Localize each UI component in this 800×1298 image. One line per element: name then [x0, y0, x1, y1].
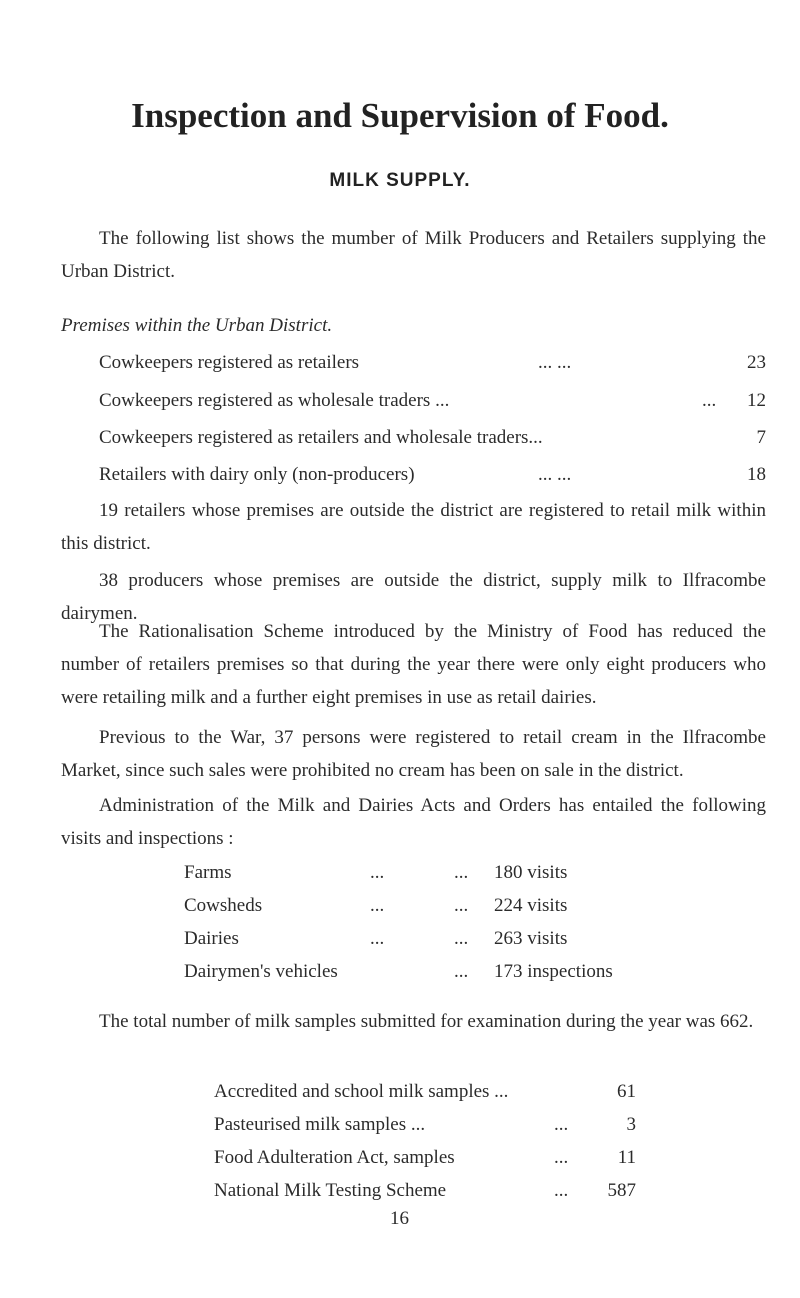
- list-item: [0, 1109, 800, 1141]
- leader-dots: ...: [554, 1114, 569, 1135]
- list-item: [0, 923, 800, 955]
- paragraph-text: 19 retailers whose premises are outside the district are registered to retail milk within this district.: [61, 500, 766, 554]
- samples-intro-paragraph: [61, 1005, 766, 1038]
- list-item: [0, 422, 800, 454]
- premises-heading: Premises within the Urban District.: [61, 315, 333, 336]
- page-number: 16: [390, 1208, 409, 1229]
- list-item: [0, 956, 800, 988]
- page-title: Inspection and Supervision of Food.: [131, 96, 669, 135]
- paragraph: [61, 494, 766, 560]
- leader-dots: ...: [370, 895, 385, 916]
- sample-value: 11: [617, 1147, 636, 1168]
- leader-dots: ...: [554, 1180, 569, 1201]
- paragraph: [61, 615, 766, 714]
- list-item: [0, 459, 800, 491]
- paragraph-text: The Rationalisation Scheme introduced by the Ministry of Food has reduced the number of retailers premises so that during the year there were only eight producers who were retailing milk and a further eight premises in use as retail dairies.: [61, 621, 766, 708]
- paragraph-text: 38 producers whose premises are outside the district, supply milk to Ilfracombe dairymen.: [61, 570, 766, 624]
- intro-paragraph: [61, 222, 766, 288]
- list-item: [0, 1076, 800, 1108]
- premises-label: Cowkeepers registered as retailers: [99, 352, 360, 373]
- list-item: [0, 890, 800, 922]
- intro-text: The following list shows the mumber of Milk Producers and Retailers supplying the Urban District.: [61, 228, 766, 282]
- sample-value: 3: [626, 1114, 636, 1135]
- sample-value: 587: [607, 1180, 636, 1201]
- sample-label: National Milk Testing Scheme: [214, 1180, 447, 1201]
- paragraph-text: The total number of milk samples submitted for examination during the year was 662.: [99, 1011, 754, 1032]
- leader-dots: ...: [454, 928, 469, 949]
- leader-dots: ...: [454, 862, 469, 883]
- leader-dots: ...: [554, 1147, 569, 1168]
- leader-dots: ...: [702, 390, 717, 411]
- inspection-value: 224 visits: [494, 895, 568, 916]
- inspection-value: 180 visits: [494, 862, 568, 883]
- sample-label: Pasteurised milk samples ...: [214, 1114, 426, 1135]
- premises-value: 7: [756, 427, 766, 448]
- inspection-label: Farms: [184, 862, 232, 883]
- premises-value: 12: [747, 390, 766, 411]
- inspection-label: Dairymen's vehicles: [184, 961, 338, 982]
- list-item: [0, 857, 800, 889]
- premises-label: Cowkeepers registered as retailers and wholesale traders...: [99, 427, 543, 448]
- leader-dots: ... ...: [538, 352, 572, 373]
- list-item: [0, 1142, 800, 1174]
- sample-label: Accredited and school milk samples ...: [214, 1081, 509, 1102]
- premises-value: 23: [747, 352, 766, 373]
- leader-dots: ...: [370, 862, 385, 883]
- paragraph-text: Previous to the War, 37 persons were registered to retail cream in the Ilfracombe Market, since such sales were prohibited no cream has been on sale in the district.: [61, 727, 766, 781]
- paragraph: [61, 721, 766, 787]
- leader-dots: ...: [454, 961, 469, 982]
- inspection-value: 173 inspections: [494, 961, 613, 982]
- paragraph: [61, 789, 766, 855]
- leader-dots: ...: [454, 895, 469, 916]
- premises-label: Retailers with dairy only (non-producers): [99, 464, 415, 485]
- paragraph-text: Administration of the Milk and Dairies Acts and Orders has entailed the following visits and inspections :: [61, 795, 766, 849]
- premises-value: 18: [747, 464, 766, 485]
- premises-label: Cowkeepers registered as wholesale traders ...: [99, 390, 450, 411]
- sample-value: 61: [617, 1081, 636, 1102]
- section-heading: MILK SUPPLY.: [329, 170, 471, 191]
- list-item: [0, 1175, 800, 1207]
- inspection-label: Dairies: [184, 928, 239, 949]
- leader-dots: ... ...: [538, 464, 572, 485]
- list-item: [0, 347, 800, 379]
- inspection-label: Cowsheds: [184, 895, 263, 916]
- list-item: [0, 385, 800, 417]
- leader-dots: ...: [370, 928, 385, 949]
- inspection-value: 263 visits: [494, 928, 568, 949]
- sample-label: Food Adulteration Act, samples: [214, 1147, 455, 1168]
